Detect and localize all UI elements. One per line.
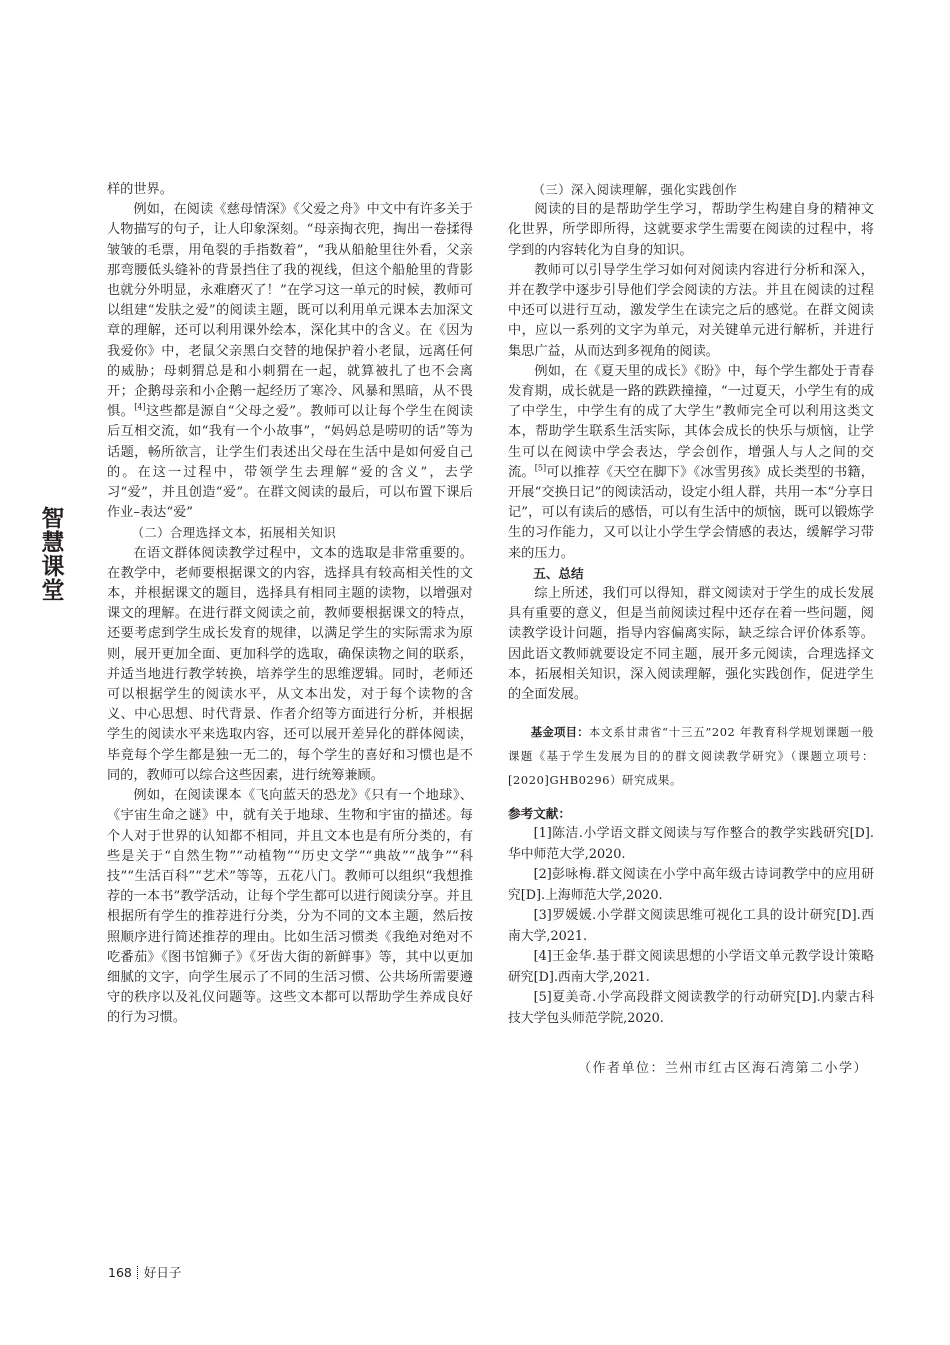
reference-item: [4]王金华.基于群文阅读思想的小学语文单元教学设计策略研究[D].西南大学,2021. [508,949,874,985]
paragraph-reading-purpose: 阅读的目的是帮助学生学习，帮助学生构建自身的精神文化世界，所学即所得，这就要求学生需要在阅读的过程中，将学到的内容转化为自身的知识。 [508,202,874,258]
journal-name: 好日子 [143,1265,182,1280]
paragraph-book-recommendation: 例如，在阅读课本《飞向蓝天的恐龙》《只有一个地球》、《宇宙生命之谜》中，就有关于地球、生物和宇宙的描述。每个人对于世界的认知都不相同，并且文本也是有所分类的，有些是关于“自然生物”“动植物”“历史文学”“典故”“战争”“科技”“生活百科”“艺术”等等，五花八门。教师可以组织“我想推荐的一本书”教学活动，让每个学生都可以进行阅读分享。并且根据所有学生的推荐进行分类，分为不同的文本主题，然后按照顺序进行简述推荐的理由。比如生活习惯类《我绝对绝对不吃番茄》《图书馆狮子》《牙齿大街的新鲜事》等，其中以更加细腻的文字，向学生展示了不同的生活习惯、公共场所需要遵守的秩序以及礼仪问题等。这些文本都可以帮助学生养成良好的行为习惯。 [107,788,473,1026]
subheading-3: （三）深入阅读理解，强化实践创作 [532,183,738,197]
reference-item: [3]罗媛媛.小学群文阅读思维可视化工具的设计研究[D].西南大学,2021. [508,908,874,944]
paragraph-guidance: 教师可以引导学生学习如何对阅读内容进行分析和深入，并在教学中逐步引导他们学会阅读的方法。并且在阅读的过程中还可以进行互动，激发学生在读完之后的感觉。在群文阅读中，应以一系列的文字为单元，对关键单元进行解析，并进行集思广益，从而达到多视角的阅读。 [508,262,874,359]
author-affiliation: （作者单位：兰州市红古区海石湾第二小学） [577,1061,868,1077]
reference-item: [2]彭咏梅.群文阅读在小学中高年级古诗词教学中的应用研究[D].上海师范大学,2020. [508,867,874,903]
paragraph-text: 例如，在阅读《慈母情深》《父爱之舟》中文中有许多关于人物描写的句子，让人印象深刻。“母亲掏衣兜，掏出一卷揉得皱皱的毛票，用龟裂的手指数着”，“我从船舱里往外看，父亲那弯腰低头缝补的背景挡住了我的视线，但这个船舱里的背影也就分外明显，永难磨灭了！”在学习这一单元的时候，教师可以组建“发肤之爱”的阅读主题，既可以利用单元课本去加深文章的理解，还可以利用课外绘本，深化其中的含义。在《因为我爱你》中，老鼠父亲黑白交替的地保护着小老鼠，远离任何的威胁；母刺猬总是和小刺猬在一起，就算被扎了也不会离开；企鹅母亲和小企鹅一起经历了寒冷、风暴和黑暗，从不畏惧。 [107,202,473,420]
right-column [508,180,874,1080]
paragraph-continuation: 样的世界。 [107,182,173,197]
citation-marker: [5] [534,463,547,473]
paragraph-parent-love [107,200,473,523]
reference-item: [1]陈洁.小学语文群文阅读与写作整合的教学实践研究[D].华中师范大学,2020. [508,826,874,862]
paragraph-text-selection: 在语文群体阅读教学过程中，文本的选取是非常重要的。在教学中，老师要根据课文的内容，选择具有较高相关性的文本，并根据课文的题目，选择具有相同主题的读物，以增强对课文的理解。在进行群文阅读之前，教师要根据课文的特点，还要考虑到学生成长发育的规律，以满足学生的实际需求为原则，展开更加全面、更加科学的选取，确保读物之间的联系，并适当地进行教学转换，培养学生的思维逻辑。同时，老师还可以根据学生的阅读水平，从文本出发，对于每个读物的含义、中心思想、时代背景、作者介绍等方面进行分析，并根据学生的阅读水平来选取内容，还可以展开差异化的群体阅读，毕竟每个学生都是独一无二的，每个学生的喜好和习惯也是不同的，教师可以综合这些因素，进行统筹兼顾。 [107,545,473,783]
paragraph-text: 例如，在《夏天里的成长》《盼》中，每个学生都处于青春发育期，成长就是一路的跌跌撞撞，“一过夏天，小学生有的成了中学生，中学生有的成了大学生”教师完全可以利用这类文本，帮助学生联系生活实际，其体会成长的快乐与烦恼，让学生可以在阅读中学会表达，学会创作，增强人与人之间的交流。 [508,363,874,480]
section-label-char: 堂 [41,578,65,604]
paragraph-conclusion: 综上所述，我们可以得知，群文阅读对于学生的成长发展具有重要的意义，但是当前阅读过程中还存在着一些问题，阅读教学设计问题，指导内容偏离实际，缺乏综合评价体系等。因此语文教师就要设定不同主题，展开多元阅读，合理选择文本，拓展相关知识，深入阅读理解，强化实践创作，促进学生的全面发展。 [508,586,874,703]
funding-text: 本文系甘肃省“十三五”202 年教育科学规划课题一般课题《基于学生发展为目的的群文阅读教学研究》（课题立项号：[2020]GHB0296）研究成果。 [508,725,874,788]
funding-label: 基金项目： [530,725,589,740]
funding-note [508,720,874,792]
footer-divider [137,1266,139,1279]
page-number: 168 [108,1265,132,1280]
section-label-char: 智 [41,506,65,532]
section-label-char: 课 [41,554,65,580]
references-title: 参考文献： [508,806,571,822]
section-label-char: 慧 [41,530,65,556]
paragraph-text: 这些都是源自“父母之爱”。教师可以让每个学生在阅读后互相交流，如“我有一个小故事”，“妈妈总是唠叨的话”等为话题，畅所欲言，让学生们表述出父母在生活中是如何爱自己的。在这一过程中，带领学生去理解“爱的含义”，去学习“爱”，并且创造“爱”。在群文阅读的最后，可以布置下课后作业–表达“爱” [107,404,474,521]
paragraph-text: 可以推荐《天空在脚下》《冰雪男孩》成长类型的书籍，开展“交换日记”的阅读活动，设定小组人群，共用一本“分享日记”，可以有读后的感悟，可以有生活中的烦恼，既可以锻炼学生的习作能力，又可以让小学生学会情感的表达，缓解学习带来的压力。 [508,464,874,561]
heading-conclusion: 五、总结 [533,565,584,581]
section-label [38,507,68,603]
reference-item: [5]夏美奇.小学高段群文阅读教学的行动研究[D].内蒙古科技大学包头师范学院,2020. [508,990,874,1026]
page-footer [108,1265,181,1281]
paragraph-growth-example [508,362,874,564]
citation-marker: [4] [134,402,146,412]
subheading-2: （二）合理选择文本，拓展相关知识 [131,526,337,541]
left-column [107,180,473,1029]
